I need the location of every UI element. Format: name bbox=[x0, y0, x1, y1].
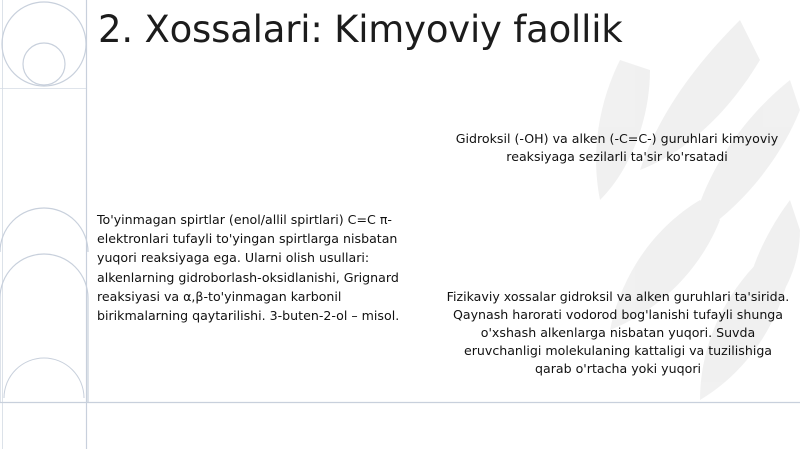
arch-outline-upper bbox=[0, 208, 88, 252]
circle-outline-small bbox=[23, 43, 65, 85]
circle-outline-large bbox=[2, 2, 86, 86]
body-text-right-top: Gidroksil (-OH) va alken (-C=C-) guruhlari kimyoviy reaksiyaga sezilarli ta'sir ko'rsatadi bbox=[455, 131, 779, 164]
slide-title: 2. Xossalari: Kimyoviy faollik bbox=[98, 8, 623, 51]
body-text-right-bottom: Fizikaviy xossalar gidroksil va alken guruhlari ta'sirida. Qaynash harorati vodorod bog'lanishi tufayli shunga o'xshash alkenlarga nisbatan yuqori. Suvda eruvchanligi molekulaning kattaligi va tuzilishiga qarab o'rtacha yoki yuqori bbox=[446, 289, 790, 376]
arch-outline-middle bbox=[0, 254, 88, 402]
arch-outline-lower bbox=[4, 358, 84, 398]
body-text-left: To'yinmagan spirtlar (enol/allil spirtlari) C=C π-elektronlari tufayli to'yingan spirtlarga nisbatan yuqori reaksiyaga ega. Ularni olish usullari: alkenlarning gidroborlash-oksidlanishi, Grignard reaksiyasi va α,β-to'yinmagan karbonil birikmalarning qaytarilishi. 3-buten-2-ol – misol. bbox=[97, 212, 400, 324]
